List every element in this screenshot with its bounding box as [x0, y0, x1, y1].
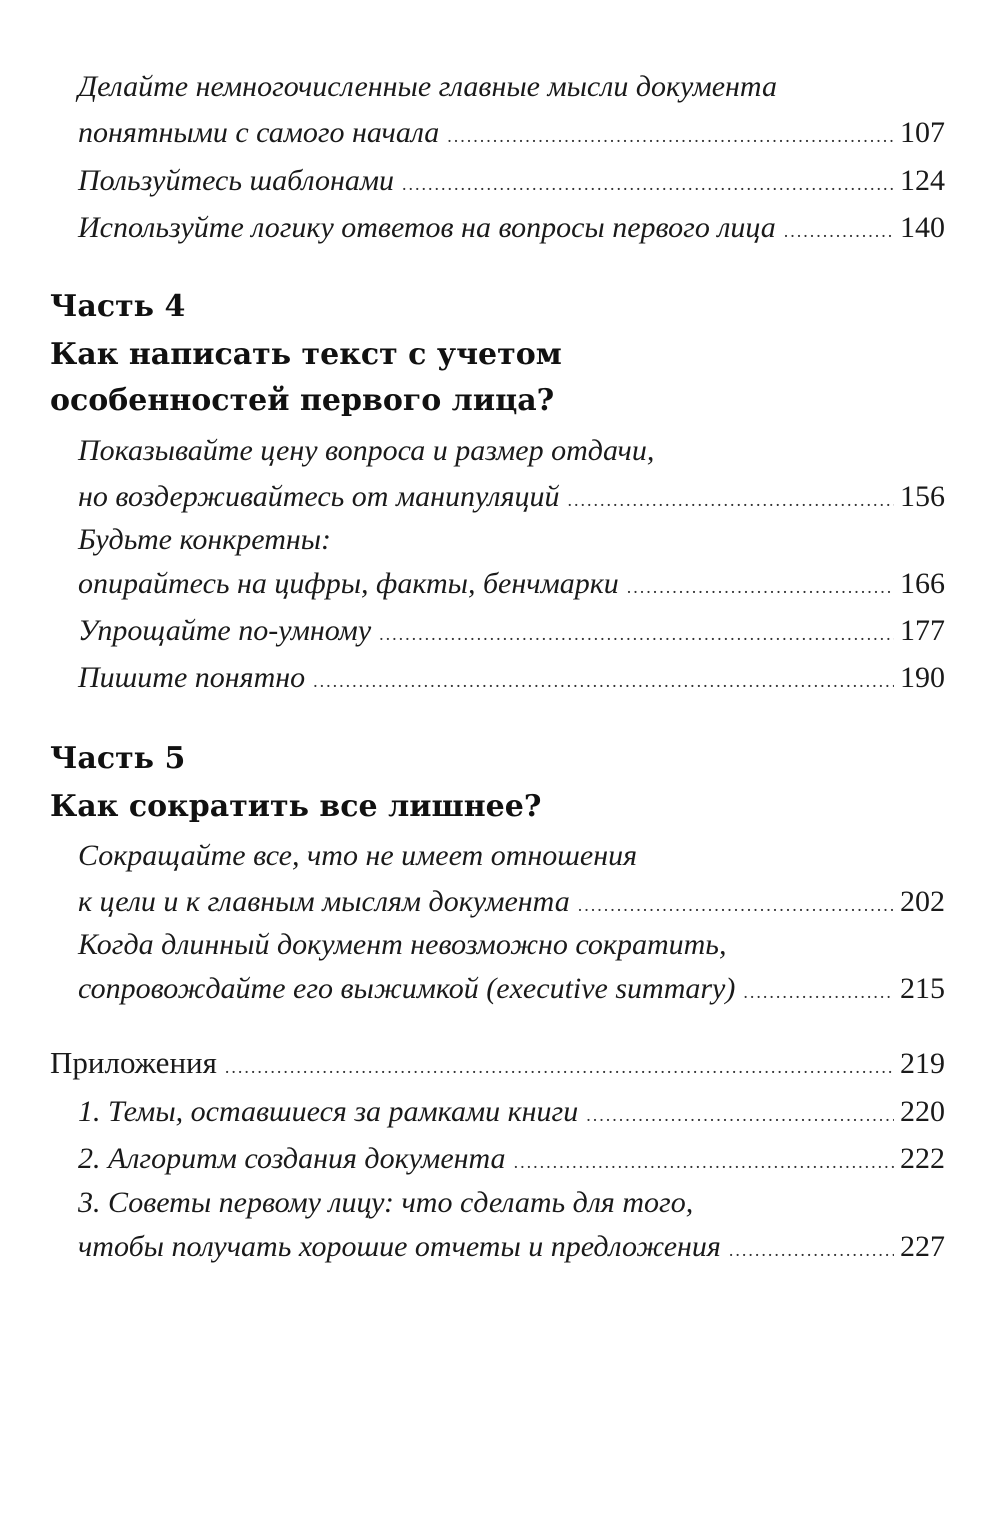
page-number: 220: [900, 1095, 945, 1128]
toc-entry[interactable]: [78, 1136, 945, 1182]
page-number: 227: [900, 1230, 945, 1263]
toc-entry-text: понятными с самого начала: [78, 116, 440, 149]
toc-entry-text: опирайтесь на цифры, факты, бенчмарки: [78, 567, 619, 600]
page-number: 124: [900, 164, 945, 197]
leader-dots: [743, 966, 894, 1015]
toc-entry-text: Упрощайте по-умному: [78, 614, 372, 647]
part-label: Часть 4: [50, 289, 186, 324]
toc-entry-text: чтобы получать хорошие отчеты и предложения: [78, 1230, 721, 1263]
leader-dots: [627, 561, 894, 610]
page-number: 177: [900, 614, 945, 647]
page-number: 219: [900, 1047, 945, 1080]
toc-entry[interactable]: [78, 561, 945, 607]
leader-dots: [225, 1040, 894, 1090]
toc-entry-appendices[interactable]: [50, 1040, 945, 1086]
toc-entry-text: к цели и к главным мыслям документа: [78, 885, 570, 918]
toc-entry-text: Пользуйтесь шаблонами: [78, 164, 394, 197]
leader-dots: [729, 1224, 894, 1273]
leader-dots: [379, 608, 894, 657]
toc-entry-line: Сокращайте все, что не имеет отношения: [78, 839, 638, 872]
toc-entry[interactable]: [78, 608, 945, 654]
toc-entry-text: но воздерживайтесь от манипуляций: [78, 480, 560, 513]
toc-entry-text: 1. Темы, оставшиеся за рамками книги: [78, 1095, 579, 1128]
part-label: Часть 5: [50, 741, 186, 776]
toc-entry[interactable]: [78, 879, 945, 925]
leader-dots: [514, 1136, 894, 1185]
toc-entry-text: Пишите понятно: [78, 661, 306, 694]
part-title: Как написать текст с учетом: [50, 337, 562, 372]
toc-entry-line: Когда длинный документ невозможно сократить,: [78, 928, 727, 961]
leader-dots: [568, 474, 894, 523]
toc-entry[interactable]: [78, 158, 945, 204]
page-number: 215: [900, 972, 945, 1005]
toc-entry-line: Будьте конкретны:: [78, 523, 332, 556]
toc-entry-line: 3. Советы первому лицу: что сделать для того,: [78, 1186, 694, 1219]
toc-entry-text: 2. Алгоритм создания документа: [78, 1142, 506, 1175]
leader-dots: [784, 205, 894, 254]
leader-dots: [402, 158, 894, 207]
leader-dots: [447, 110, 894, 159]
leader-dots: [578, 879, 894, 928]
leader-dots: [313, 655, 894, 704]
page-number: 156: [900, 480, 945, 513]
toc-entry-text: Используйте логику ответов на вопросы первого лица: [78, 211, 776, 244]
page-number: 202: [900, 885, 945, 918]
toc-entry-text: Приложения: [50, 1045, 217, 1080]
part-title: Как сократить все лишнее?: [50, 789, 542, 824]
toc-entry[interactable]: [78, 1089, 945, 1135]
page-number: 166: [900, 567, 945, 600]
toc-entry[interactable]: [78, 966, 945, 1012]
toc-entry[interactable]: [78, 655, 945, 701]
toc-entry-text: сопровождайте его выжимкой (executive summary): [78, 972, 736, 1005]
toc-entry-line: Показывайте цену вопроса и размер отдачи,: [78, 434, 655, 467]
toc-entry[interactable]: [78, 205, 945, 251]
page-number: 190: [900, 661, 945, 694]
leader-dots: [586, 1089, 894, 1138]
part-title: особенностей первого лица?: [50, 383, 555, 418]
toc-entry[interactable]: [78, 110, 945, 156]
page-number: 107: [900, 116, 945, 149]
toc-entry-line: Делайте немногочисленные главные мысли документа: [78, 70, 777, 103]
page-number: 222: [900, 1142, 945, 1175]
toc-entry[interactable]: [78, 1224, 945, 1270]
page-number: 140: [900, 211, 945, 244]
toc-entry[interactable]: [78, 474, 945, 520]
